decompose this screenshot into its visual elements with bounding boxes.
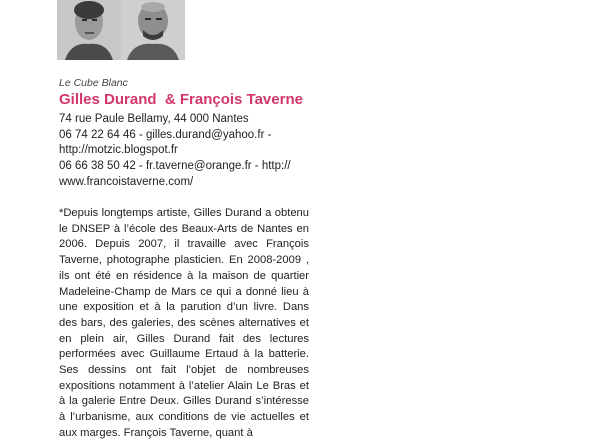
contact-line-francois: 06 66 38 50 42 - fr.taverne@orange.fr - http:// [59,160,291,173]
biography-text: *Depuis longtemps artiste, Gilles Durand a obtenu le DNSEP à l’école des Beaux-Arts de Nantes en 2006. Depuis 2007, il travaille avec François Taverne, photographe plasticien. En 2008-2009 , ils ont été en résidence à la maison de quartier Madeleine-Champ de Mars ce qui a donné lieu à une exposition et à la parution d’un livre. Dans des bars, des galeries, des scènes alternatives et en plein air, Gilles Durand fait des lectures performées avec Guillaume Ertaud à la batterie. Ses dessins ont fait l’objet de nombreuses expositions notamment à l’atelier Alain Le Bras et à la galerie Entre Deux. Gilles Durand s’intéresse à l’urbanisme, aux conditions de vie actuelles et aux marges. François Taverne, quant à [59,207,309,439]
contact-address: 74 rue Paule Bellamy, 44 000 Nantes [59,113,249,125]
portrait-image [57,0,121,60]
contact-website-link[interactable]: www.francoistaverne.com/ [59,175,194,188]
contact-line-gilles: 06 74 22 64 46 - gilles.durand@yahoo.fr - [59,128,272,141]
portrait-image [121,0,185,60]
venue-name: Le Cube Blanc [59,77,128,89]
contact-blog-link[interactable]: http://motzic.blogspot.fr [59,144,178,157]
artists-heading: Gilles Durand & François Taverne [59,91,303,108]
photo-gilles-durand [57,0,121,60]
photo-francois-taverne [121,0,185,60]
artist-photos [57,0,187,60]
contact-block [59,112,309,191]
